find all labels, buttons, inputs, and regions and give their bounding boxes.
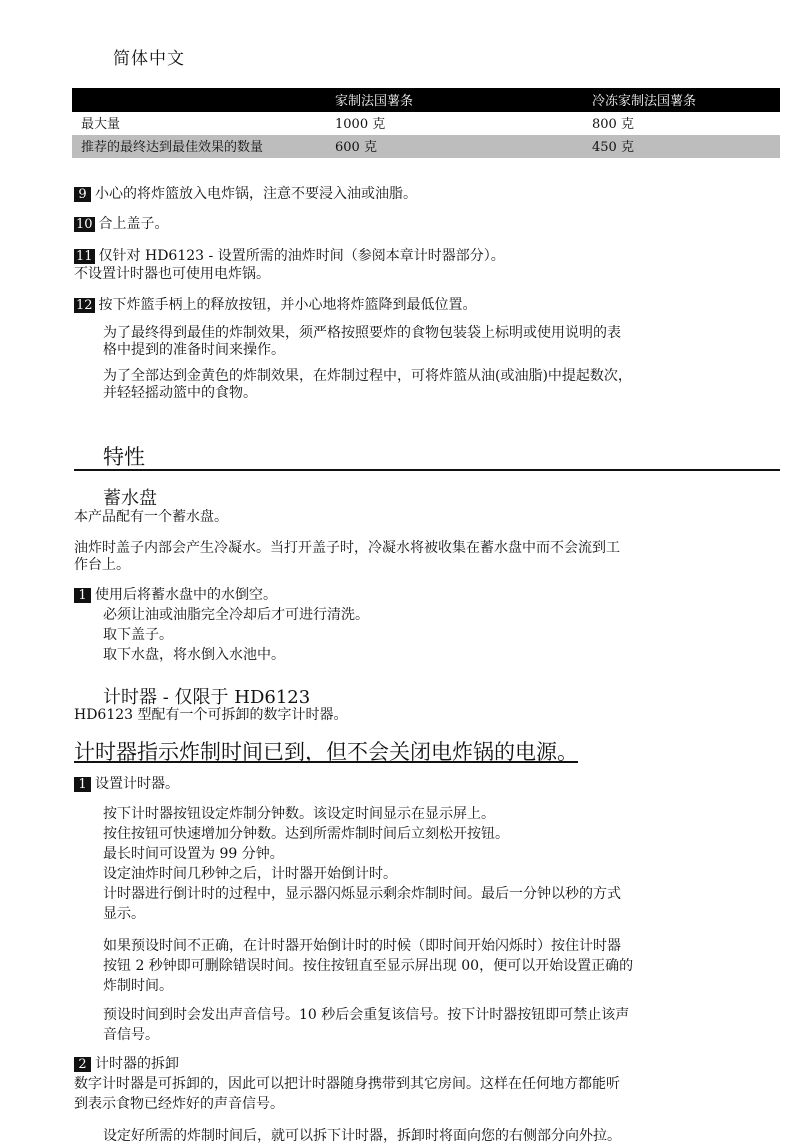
paragraph-line: 作台上。 [74, 557, 130, 573]
step-text: 设置计时器。 [95, 776, 179, 792]
table-row [72, 135, 780, 158]
paragraph-line: 按钮 2 秒钟即可删除错误时间。按住按钮直至显示屏出现 00，便可以开始设置正确的 [103, 958, 634, 974]
section-divider [74, 469, 780, 471]
step-text: 使用后将蓄水盘中的水倒空。 [95, 587, 277, 603]
paragraph: 本产品配有一个蓄水盘。 [74, 509, 228, 525]
step-text: 小心的将炸篮放入电炸锅，注意不要浸入油或油脂。 [95, 186, 417, 202]
step-text: 合上盖子。 [98, 216, 169, 232]
subsection-title: 蓄水盘 [103, 488, 157, 509]
paragraph-line: 按住按钮可快速增加分钟数。达到所需炸制时间后立刻松开按钮。 [103, 826, 509, 842]
paragraph-line: 显示。 [103, 906, 145, 922]
step-number: 10 [76, 217, 93, 232]
paragraph-line: 油炸时盖子内部会产生冷凝水。当打开盖子时，冷凝水将被收集在蓄水盘中而不会流到工 [74, 540, 620, 556]
table-cell: 800 克 [592, 117, 634, 132]
section-title: 特性 [103, 445, 145, 469]
paragraph-line: 设定油炸时间几秒钟之后，计时器开始倒计时。 [103, 866, 397, 882]
table-cell: 600 克 [335, 140, 377, 155]
step-item [74, 186, 417, 203]
step-number: 9 [74, 187, 91, 202]
tip-line: 为了全部达到金黄色的炸制效果，在炸制过程中，可将炸篮从油(或油脂)中提起数次， [103, 368, 632, 384]
step-text: 按下炸篮手柄上的释放按钮，并小心地将炸篮降到最低位置。 [98, 297, 477, 313]
paragraph-line: 预设时间到时会发出声音信号。10 秒后会重复该信号。按下计时器按钮即可禁止该声 [103, 1007, 630, 1023]
step-number: 2 [74, 1057, 91, 1072]
step-item [74, 216, 169, 233]
table-cell: 450 克 [592, 140, 634, 155]
step-text: 计时器的拆卸 [95, 1056, 179, 1072]
table-cell: 1000 克 [335, 117, 386, 132]
step-number: 1 [74, 588, 91, 603]
step-line: 取下水盘，将水倒入水池中。 [103, 647, 285, 663]
frying-quantity-table [72, 88, 780, 158]
paragraph-line: 炸制时间。 [103, 978, 173, 994]
step-text: 仅针对 HD6123 - 设置所需的油炸时间（参阅本章计时器部分）。 [98, 248, 505, 264]
paragraph: HD6123 型配有一个可拆卸的数字计时器。 [74, 707, 348, 723]
step-item [74, 1056, 179, 1073]
timer-warning: 计时器指示炸制时间已到，但不会关闭电炸锅的电源。 [74, 740, 578, 764]
paragraph-line: 最长时间可设置为 99 分钟。 [103, 846, 284, 862]
paragraph-line: 数字计时器是可拆卸的，因此可以把计时器随身携带到其它房间。这样在任何地方都能听 [74, 1076, 620, 1092]
table-row [72, 112, 780, 135]
tip-line: 格中提到的准备时间来操作。 [103, 342, 285, 358]
tip-line: 并轻轻摇动篮中的食物。 [103, 385, 257, 401]
language-label: 简体中文 [113, 49, 185, 69]
table-header-cell: 冷冻家制法国薯条 [592, 94, 697, 109]
paragraph-line: 如果预设时间不正确，在计时器开始倒计时的时候（即时间开始闪烁时）按住计时器 [103, 938, 621, 954]
table-header-cell: 家制法国薯条 [335, 94, 414, 109]
step-item [74, 776, 179, 793]
paragraph-line: 按下计时器按钮设定炸制分钟数。该设定时间显示在显示屏上。 [103, 806, 495, 822]
step-item [74, 297, 477, 314]
table-cell: 推荐的最终达到最佳效果的数量 [81, 140, 264, 155]
step-note: 不设置计时器也可使用电炸锅。 [74, 266, 270, 282]
paragraph-line: 到表示食物已经炸好的声音信号。 [74, 1096, 284, 1112]
subsection-title: 计时器 - 仅限于 HD6123 [103, 687, 311, 708]
step-number: 11 [76, 249, 93, 264]
step-line: 必须让油或油脂完全冷却后才可进行清洗。 [103, 607, 369, 623]
tip-line: 为了最终得到最佳的炸制效果，须严格按照要炸的食物包装袋上标明或使用说明的表 [103, 325, 621, 341]
paragraph-line: 设定好所需的炸制时间后，就可以拆下计时器，拆卸时将面向您的右侧部分向外拉。 [103, 1128, 621, 1144]
step-number: 12 [76, 298, 93, 313]
paragraph-line: 计时器进行倒计时的过程中，显示器闪烁显示剩余炸制时间。最后一分钟以秒的方式 [103, 886, 621, 902]
table-cell: 最大量 [81, 117, 121, 132]
paragraph-line: 音信号。 [103, 1027, 159, 1043]
step-item [74, 587, 277, 604]
step-line: 取下盖子。 [103, 627, 173, 643]
step-number: 1 [74, 777, 91, 792]
step-item [74, 248, 505, 265]
table-header-row [72, 88, 780, 112]
